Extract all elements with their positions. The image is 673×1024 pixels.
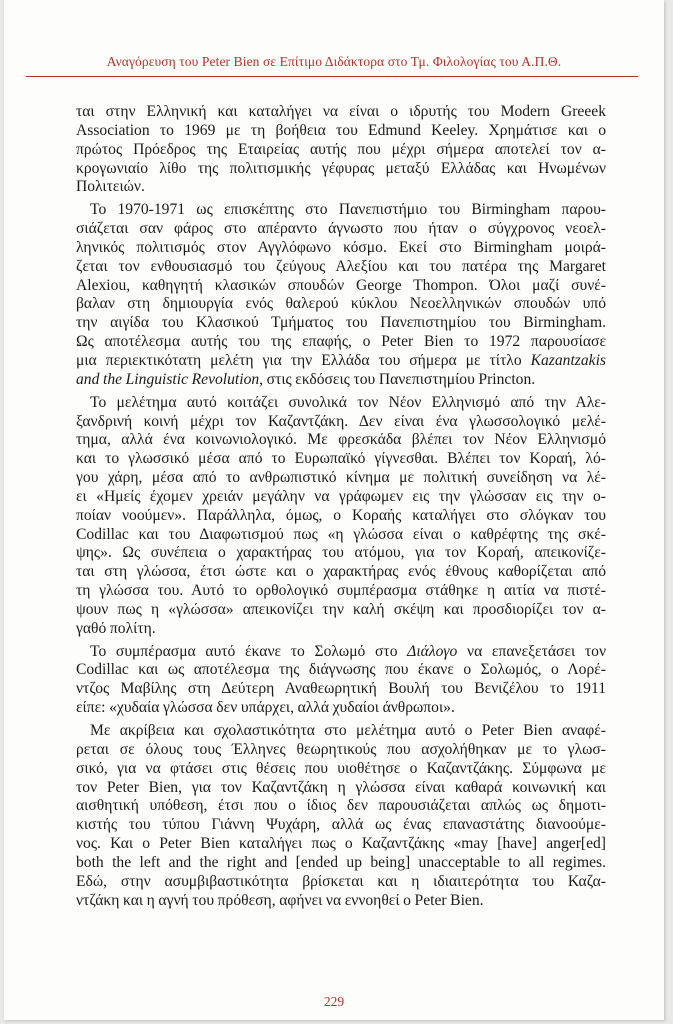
text-line: βαλαν στη δημιουργία ενός θαλερού κύκλου Νεοελληνικών σπουδών υπό xyxy=(76,295,606,313)
text-line: κιστής του τύπου Γιάννη Ψυχάρη, αλλά ως ένας επαναστάτης διανοούμε- xyxy=(76,816,606,834)
header-rule xyxy=(26,76,638,77)
text-line: Πολιτειών. xyxy=(76,178,145,196)
text-line: μια περιεκτικότατη μελέτη για την Ελλάδα του σήμερα με τίτλο Kazantzakis xyxy=(76,351,606,369)
body-text xyxy=(76,103,606,914)
text-line: Με ακρίβεια και σχολαστικότητα στο μελέτημα αυτό ο Peter Bien αναφέ- xyxy=(90,722,606,739)
text-line: both the left and the right and [ended up being] unacceptable to all regimes. xyxy=(76,853,606,871)
paragraph xyxy=(76,722,606,910)
text-line: ποίαν νοούμεν». Παράλληλα, όμως, ο Κοραής καταλήγει στο σλόγκαν του xyxy=(76,506,606,524)
book-page xyxy=(4,0,664,1020)
paragraph xyxy=(76,643,606,718)
text-line: νος. Και ο Peter Bien καταλήγει πως ο Καζαντζάκης «may [have] anger[ed] xyxy=(76,835,606,853)
text-line: την αιγίδα του Κλασικού Τμήματος του Πανεπιστημίου του Birmingham. xyxy=(76,314,606,332)
text-line: αισθητική υπόθεση, έτσι που ο ίδιος δεν παρουσιάζεται απλώς ως δημοτι- xyxy=(76,797,606,815)
paragraph xyxy=(76,394,606,639)
text-line: τον Peter Bien, για τον Καζαντζάκη η γλώσσα είναι καθαρά κοινωνική και xyxy=(76,778,606,796)
text-line: ει «Ημείς έχομεν χρειάν μεγάλην να γράφωμεν εις την γλώσσαν εις την ο- xyxy=(76,487,606,505)
text-line: ντζάκη και η αγνή του πρόθεση, αφήνει να εννοηθεί ο Peter Bien. xyxy=(76,891,484,909)
text-line: ψης». Ως συνέπεια ο χαρακτήρας του ατόμου, για τον Κοραή, απεικονίζε- xyxy=(76,544,606,562)
text-line: Το μελέτημα αυτό κοιτάζει συνολικά τον Νέον Ελληνισμό από την Αλε- xyxy=(90,393,606,411)
running-head: Αναγόρευση του Peter Bien σε Επίτιμο Διδάκτορα στο Τμ. Φιλολογίας του Α.Π.Θ. xyxy=(106,54,562,69)
text-line: ψουν πως η «γλώσσα» απεικονίζει την καλή σκέψη και προσδιορίζει τον α- xyxy=(76,600,606,618)
text-line: γαθό πολίτη. xyxy=(76,619,156,637)
text-line: ντζος Μαβίλης στη Δεύτερη Αναθεωρητική Βουλή του Βενιζέλου το 1911 xyxy=(76,680,606,698)
text-line: and the Linguistic Revolution, στις εκδόσεις του Πανεπιστημίου Princton. xyxy=(76,370,536,388)
text-line: Codillac και του Διαφωτισμού πως «η γλώσσα είναι ο καθρέφτης της σκέ- xyxy=(76,525,606,543)
text-line: ται στη γλώσσα, έτσι ώστε και ο χαρακτήρας ενός έθνους καθορίζεται από xyxy=(76,563,606,581)
text-line: Codillac και ως αποτέλεσμα της διάγνωσης που έκανε ο Σολωμός, ο Λορέ- xyxy=(76,661,606,679)
text-line: ξανδρινή κοινή μέχρι τον Καζαντζάκη. Δεν είναι ένα γλωσσολογικό μελέ- xyxy=(76,412,606,430)
text-line: γου χάρη, μέσα από το ανθρωπιστικό κίνημα με πολιτική συνείδηση να λέ- xyxy=(76,469,606,487)
text-line: Association το 1969 με τη βοήθεια του Edmund Keeley. Χρημάτισε και ο xyxy=(76,121,606,139)
text-line: ζεται τον ενθουσιασμό του ζεύγους Αλεξίου και του πατέρα της Margaret xyxy=(76,257,606,275)
text-line: είπε: «χυδαία γλώσσα δεν υπάρχει, αλλά χυδαίοι άνθρωποι». xyxy=(76,699,455,717)
text-line: ται στην Ελληνική και καταλήγει να είναι ο ιδρυτής του Modern Greeek xyxy=(76,103,606,120)
text-line: πρώτος Πρόεδρος της Εταιρείας αυτής που μέχρι σήμερα αποτελεί τον α- xyxy=(76,140,606,158)
paragraph xyxy=(76,201,606,389)
text-line: τημα, αλλά ένα κοινωνιολογικό. Με φρεσκάδα βλέπει τον Νέον Ελληνισμό xyxy=(76,431,606,449)
text-line: Εδώ, στην ασυμβιβαστικότητα βρίσκεται και η ιδιαιτερότητα του Καζα- xyxy=(76,872,606,890)
text-line: σικό, για να φτάσει στις θέσεις που υιοθέτησε ο Καζαντζάκης. Σύμφωνα με xyxy=(76,759,606,777)
text-line: ληνικός πολιτισμός στον Αγγλόφωνο κόσμο. Εκεί στο Birmingham μοιρά- xyxy=(76,238,606,256)
paragraph xyxy=(76,103,606,197)
page-number: 229 xyxy=(323,994,345,1009)
text-line: τη γλώσσα του. Αυτό το ορθολογικό συμπέρασμα στάθηκε η αιτία να πιστέ- xyxy=(76,582,606,600)
text-line: κρογωνιαίο λίθο της πολιτισμικής γέφυρας μεταξύ Ελλάδας και Ηνωμένων xyxy=(76,159,606,177)
text-line: Το 1970-1971 ως επισκέπτης στο Πανεπιστήμιο του Birmingham παρου- xyxy=(90,201,606,219)
text-line: Ως αποτέλεσμα αυτής του της επαφής, ο Peter Bien το 1972 παρουσίασε xyxy=(76,333,606,351)
text-line: Alexiou, καθηγητή κλασικών σπουδών George Thompon. Όλοι μαζί συνέ- xyxy=(76,276,606,294)
text-line: και το γλωσσικό μέσα από το Ευρωπαϊκό γίγνεσθαι. Βλέπει τον Κοραή, λό- xyxy=(76,450,606,468)
text-line: ρεται σε όλους τους Έλληνες θεωρητικούς που ασχολήθηκαν με το γλωσ- xyxy=(76,740,606,758)
text-line: σιάζεται σαν φάρος στο απέραντο άγνωστο που ήταν ο σύγχρονος νεοελ- xyxy=(76,220,606,238)
text-line: Το συμπέρασμα αυτό έκανε το Σολωμό στο Διάλογο να επανεξετάσει τον xyxy=(90,642,606,660)
